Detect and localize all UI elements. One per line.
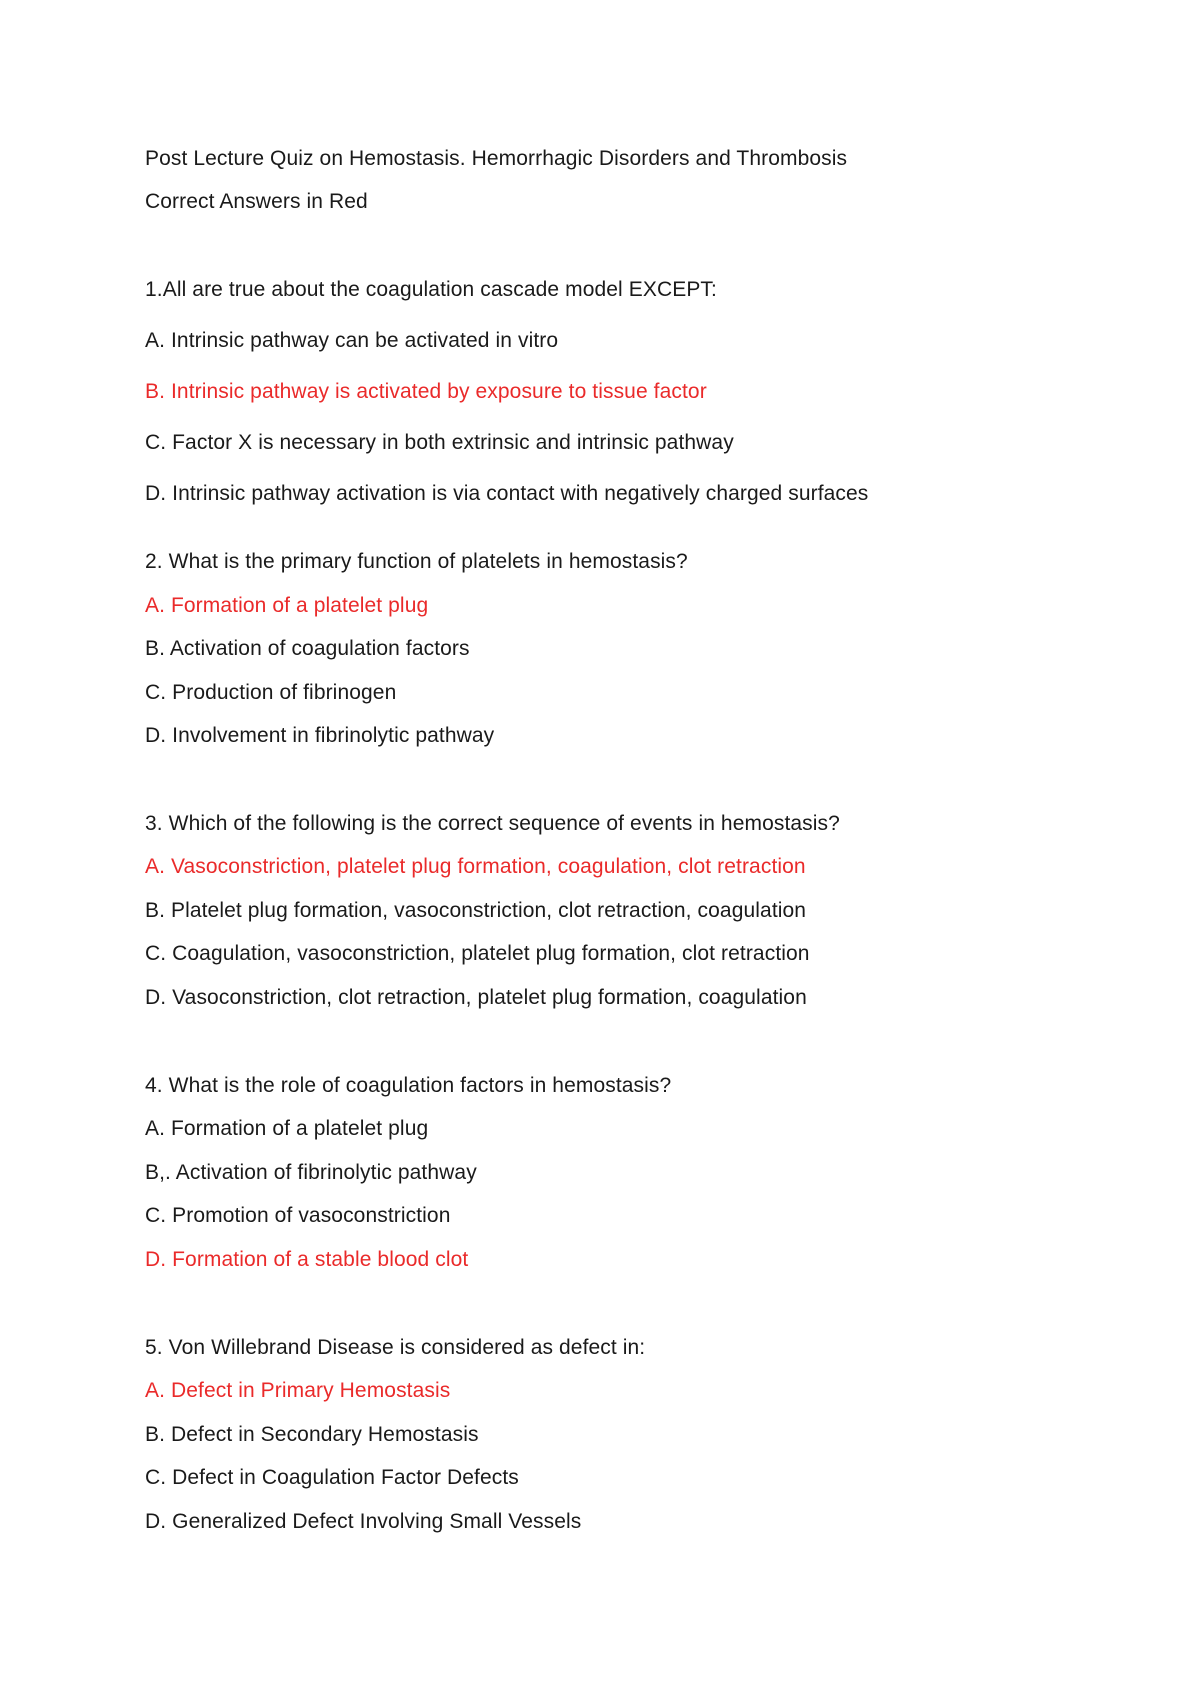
question-1-text: 1.All are true about the coagulation cascade model EXCEPT: — [145, 278, 717, 301]
question-3-option-c: C. Coagulation, vasoconstriction, platelet plug formation, clot retraction — [145, 942, 810, 965]
question-2-option-c: C. Production of fibrinogen — [145, 681, 397, 704]
question-1-option-a: A. Intrinsic pathway can be activated in vitro — [145, 329, 559, 352]
question-5-option-d: D. Generalized Defect Involving Small Vessels — [145, 1510, 582, 1533]
question-5-text: 5. Von Willebrand Disease is considered as defect in: — [145, 1336, 646, 1359]
question-1-option-c: C. Factor X is necessary in both extrinsic and intrinsic pathway — [145, 431, 734, 454]
question-4-option-a: A. Formation of a platelet plug — [145, 1117, 429, 1140]
question-4-option-c: C. Promotion of vasoconstriction — [145, 1204, 451, 1227]
question-2-option-a-correct: A. Formation of a platelet plug — [145, 594, 429, 617]
question-3-text: 3. Which of the following is the correct sequence of events in hemostasis? — [145, 812, 840, 835]
question-5-option-b: B. Defect in Secondary Hemostasis — [145, 1423, 479, 1446]
question-4-text: 4. What is the role of coagulation factors in hemostasis? — [145, 1074, 672, 1097]
question-4-option-b: B,. Activation of fibrinolytic pathway — [145, 1161, 477, 1184]
question-5-option-c: C. Defect in Coagulation Factor Defects — [145, 1466, 519, 1489]
question-2-option-b: B. Activation of coagulation factors — [145, 637, 470, 660]
document-title: Post Lecture Quiz on Hemostasis. Hemorrhagic Disorders and Thrombosis — [145, 147, 848, 170]
question-3-option-a-correct: A. Vasoconstriction, platelet plug formation, coagulation, clot retraction — [145, 855, 806, 878]
question-2-option-d: D. Involvement in fibrinolytic pathway — [145, 724, 495, 747]
question-2-text: 2. What is the primary function of platelets in hemostasis? — [145, 550, 688, 573]
document-subtitle: Correct Answers in Red — [145, 190, 368, 213]
question-5-option-a-correct: A. Defect in Primary Hemostasis — [145, 1379, 451, 1402]
question-1-option-d: D. Intrinsic pathway activation is via contact with negatively charged surfaces — [145, 482, 869, 505]
question-1-option-b-correct: B. Intrinsic pathway is activated by exposure to tissue factor — [145, 380, 707, 403]
question-3-option-d: D. Vasoconstriction, clot retraction, platelet plug formation, coagulation — [145, 986, 807, 1009]
question-3-option-b: B. Platelet plug formation, vasoconstriction, clot retraction, coagulation — [145, 899, 807, 922]
question-4-option-d-correct: D. Formation of a stable blood clot — [145, 1248, 469, 1271]
